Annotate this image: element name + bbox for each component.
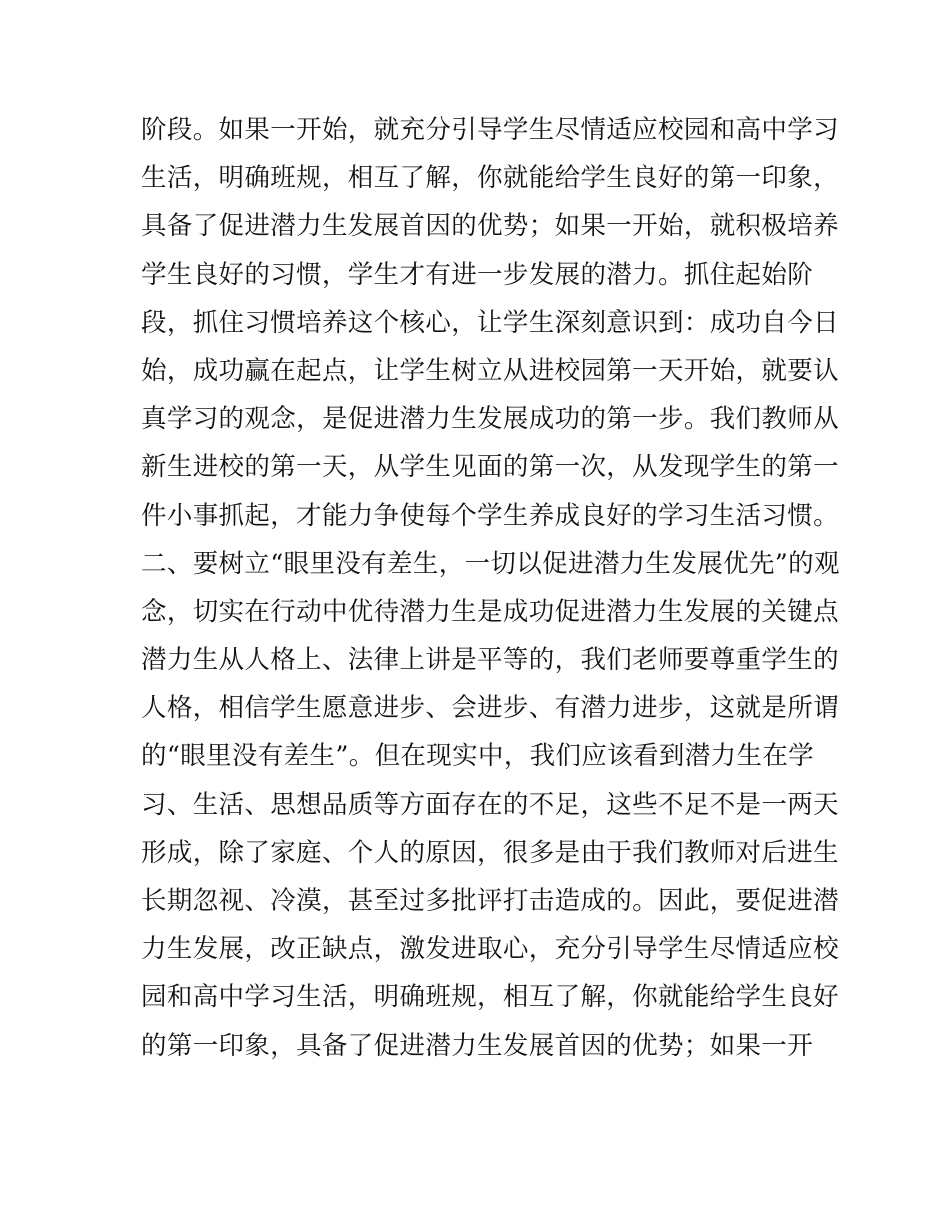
- text-line: 新生进校的第一天，从学生见面的第一次，从发现学生的第一: [141, 452, 839, 483]
- text-line: 学生良好的习惯，学生才有进一步发展的潜力。抓住起始阶: [141, 259, 814, 290]
- text-line: 念，切实在行动中优待潜力生是成功促进潜力生发展的关键点: [141, 596, 839, 627]
- text-line: 始，成功赢在起点，让学生树立从进校园第一天开始，就要认: [141, 355, 839, 386]
- text-line: 二、要树立“眼里没有差生，一切以促进潜力生发展优先”的观: [141, 548, 840, 579]
- text-line: 阶段。如果一开始，就充分引导学生尽情适应校园和高中学习: [141, 115, 839, 145]
- text-line: 力生发展，改正缺点，激发进取心，充分引导学生尽情适应校: [141, 934, 839, 965]
- text-line: 件小事抓起，才能力争使每个学生养成良好的学习生活习惯。: [141, 500, 839, 531]
- text-line: 生活，明确班规，相互了解，你就能给学生良好的第一印象，: [141, 163, 839, 194]
- text-line: 园和高中学习生活，明确班规，相互了解，你就能给学生良好: [141, 982, 839, 1013]
- text-line: 的“眼里没有差生”。但在现实中，我们应该看到潜力生在学: [141, 741, 815, 772]
- text-line: 形成，除了家庭、个人的原因，很多是由于我们教师对后进生: [141, 837, 839, 868]
- body-text: [141, 106, 840, 1070]
- text-line: 人格，相信学生愿意进步、会进步、有潜力进步，这就是所谓: [141, 693, 839, 724]
- text-line: 习、生活、思想品质等方面存在的不足，这些不足不是一两天: [141, 789, 839, 820]
- text-line: 段，抓住习惯培养这个核心，让学生深刻意识到：成功自今日: [141, 307, 839, 338]
- text-line: 具备了促进潜力生发展首因的优势；如果一开始，就积极培养: [141, 211, 839, 242]
- text-line: 的第一印象，具备了促进潜力生发展首因的优势；如果一开: [141, 1030, 814, 1061]
- text-line: 长期忽视、冷漠，甚至过多批评打击造成的。因此，要促进潜: [141, 886, 839, 916]
- text-line: 潜力生从人格上、法律上讲是平等的，我们老师要尊重学生的: [141, 645, 839, 676]
- text-line: 真学习的观念，是促进潜力生发展成功的第一步。我们教师从: [141, 404, 839, 435]
